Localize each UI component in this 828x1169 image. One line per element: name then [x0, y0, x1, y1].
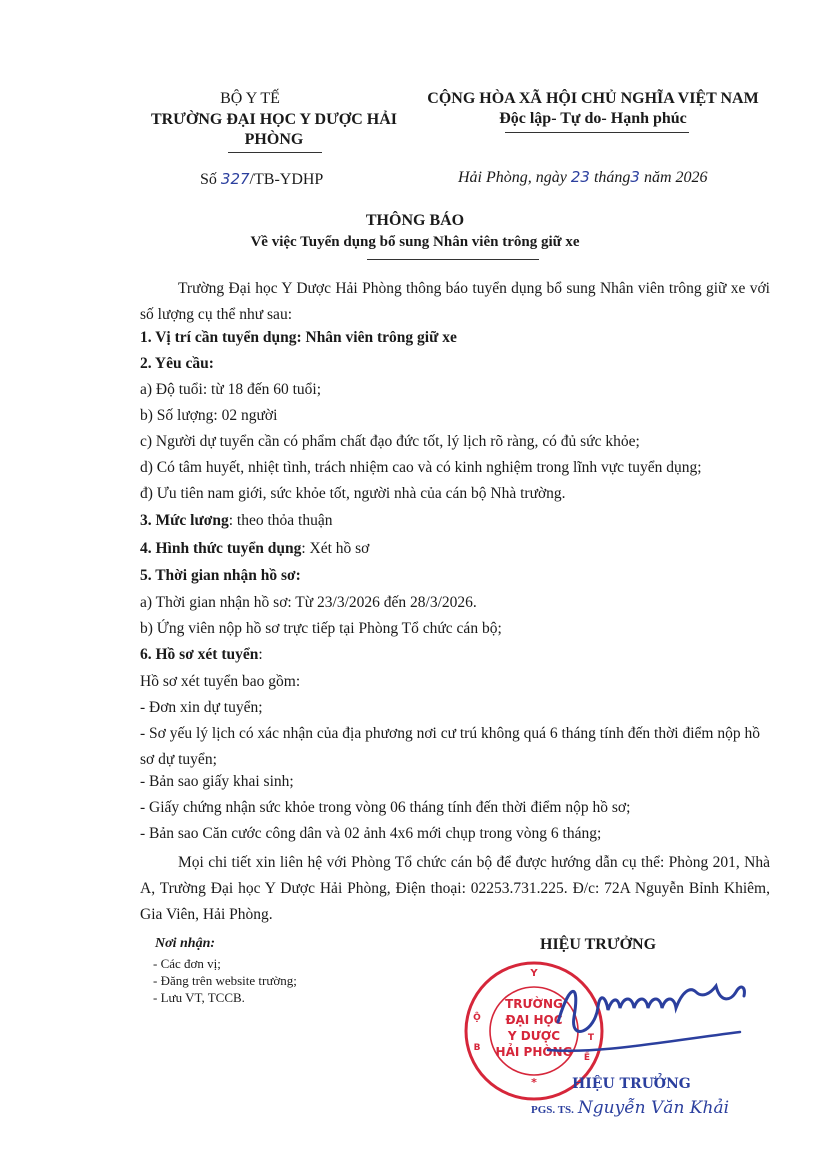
list-item: - Đăng trên website trường; [153, 973, 297, 988]
intro-paragraph: Trường Đại học Y Dược Hải Phòng thông báo tuyển dụng bổ sung Nhân viên trông giữ xe với số lượng cụ thể như sau: [140, 280, 770, 323]
list-item: - Sơ yếu lý lịch có xác nhận của địa phương nơi cư trú không quá 6 tháng tính đến thời điểm nộp hồ sơ dự tuyển; [140, 725, 760, 768]
doc-number-suffix: /TB-YDHP [249, 171, 324, 188]
section-3-value: : theo thỏa thuận [228, 512, 333, 529]
org-parent: BỘ Y TẾ [220, 90, 280, 107]
section-3-label: 3. Mức lương [140, 512, 229, 529]
section-1: 1. Vị trí cần tuyển dụng: Nhân viên trông giữ xe [140, 329, 457, 346]
date-place: Hải Phòng, ngày [458, 169, 567, 186]
list-item: đ) Ưu tiên nam giới, sức khỏe tốt, người nhà của cán bộ Nhà trường. [140, 485, 566, 502]
list-item: d) Có tâm huyết, nhiệt tình, trách nhiệm cao và có kinh nghiệm trong lĩnh vực tuyển dụng; [140, 459, 702, 476]
section-4 [140, 540, 369, 558]
motto: Độc lập- Tự do- Hạnh phúc [499, 110, 687, 127]
list-item: - Bản sao Căn cước công dân và 02 ảnh 4x6 mới chụp trong vòng 6 tháng; [140, 825, 602, 842]
signer-fullname: Nguyễn Văn Khải [577, 1098, 730, 1118]
list-item: - Bản sao giấy khai sinh; [140, 773, 294, 790]
section-6 [140, 646, 263, 664]
list-item: b) Ứng viên nộp hồ sơ trực tiếp tại Phòng Tổ chức cán bộ; [140, 620, 502, 637]
recipients-title: Nơi nhận: [155, 936, 216, 951]
svg-text:*: * [531, 1076, 537, 1089]
svg-text:ĐẠI HỌC: ĐẠI HỌC [505, 1013, 563, 1027]
svg-text:Ế: Ế [583, 1053, 591, 1063]
list-item: - Các đơn vị; [153, 956, 221, 971]
divider [505, 132, 689, 133]
nation-title: CỘNG HÒA XÃ HỘI CHỦ NGHĨA VIỆT NAM [427, 90, 759, 107]
section-2: 2. Yêu cầu: [140, 355, 214, 372]
date-year: năm 2026 [643, 169, 708, 186]
list-item: b) Số lượng: 02 người [140, 407, 278, 424]
divider [228, 152, 322, 153]
list-item: a) Độ tuổi: từ 18 đến 60 tuổi; [140, 381, 322, 398]
doc-number-value: 327 [220, 170, 250, 188]
date-line [458, 168, 708, 187]
list-item: - Giấy chứng nhận sức khỏe trong vòng 06 tháng tính đến thời điểm nộp hồ sơ; [140, 799, 631, 816]
list-item: a) Thời gian nhận hồ sơ: Từ 23/3/2026 đến 28/3/2026. [140, 594, 477, 611]
doc-subtitle: Về việc Tuyển dụng bổ sung Nhân viên trông giữ xe [250, 234, 580, 250]
svg-text:TRƯỜNG: TRƯỜNG [505, 997, 563, 1011]
recipients-list [153, 955, 297, 1006]
section-6-intro: Hồ sơ xét tuyển bao gồm: [140, 673, 301, 690]
section-4-label: 4. Hình thức tuyển dụng [140, 540, 302, 557]
list-item: - Đơn xin dự tuyển; [140, 699, 263, 716]
doc-number [200, 170, 323, 189]
date-day: 23 [570, 168, 590, 186]
doc-title: THÔNG BÁO [365, 212, 465, 229]
signer-degree: PGS. TS. [531, 1104, 574, 1116]
svg-text:Ộ: Ộ [473, 1013, 481, 1023]
svg-text:Y: Y [530, 968, 538, 979]
date-month-label: tháng [593, 169, 631, 186]
divider [367, 259, 539, 260]
list-item: - Lưu VT, TCCB. [153, 990, 245, 1005]
org-name: TRƯỜNG ĐẠI HỌC Y DƯỢC HẢI PHÒNG [150, 111, 398, 148]
section-3 [140, 512, 333, 530]
signer-name [531, 1098, 729, 1118]
svg-text:B: B [473, 1043, 481, 1053]
signer-title: HIỆU TRƯỞNG [540, 936, 657, 953]
contact-paragraph: Mọi chi tiết xin liên hệ với Phòng Tổ chức cán bộ để được hướng dẫn cụ thể: Phòng 201, Nhà A, Trường Đại học Y Dược Hải Phòng, Điện thoại: 02253.731.225. Đ/c: 72A Nguyễn Bỉnh Khiêm, Gia Viên, Hải Phòng. [140, 854, 770, 923]
doc-number-prefix: Số [200, 171, 217, 188]
section-4-value: : Xét hồ sơ [301, 540, 370, 557]
svg-text:T: T [587, 1033, 595, 1043]
svg-text:Y DƯỢC: Y DƯỢC [507, 1029, 561, 1043]
signer-role: HIỆU TRƯỞNG [572, 1076, 691, 1092]
svg-text:HẢI PHÒNG: HẢI PHÒNG [495, 1045, 573, 1059]
section-6-value: : [258, 646, 263, 663]
handwritten-signature-icon [540, 962, 770, 1062]
date-month: 3 [630, 168, 640, 186]
list-item: c) Người dự tuyển cần có phẩm chất đạo đức tốt, lý lịch rõ ràng, có đủ sức khỏe; [140, 433, 640, 450]
section-5: 5. Thời gian nhận hồ sơ: [140, 567, 301, 584]
section-6-label: 6. Hồ sơ xét tuyển [140, 646, 259, 663]
